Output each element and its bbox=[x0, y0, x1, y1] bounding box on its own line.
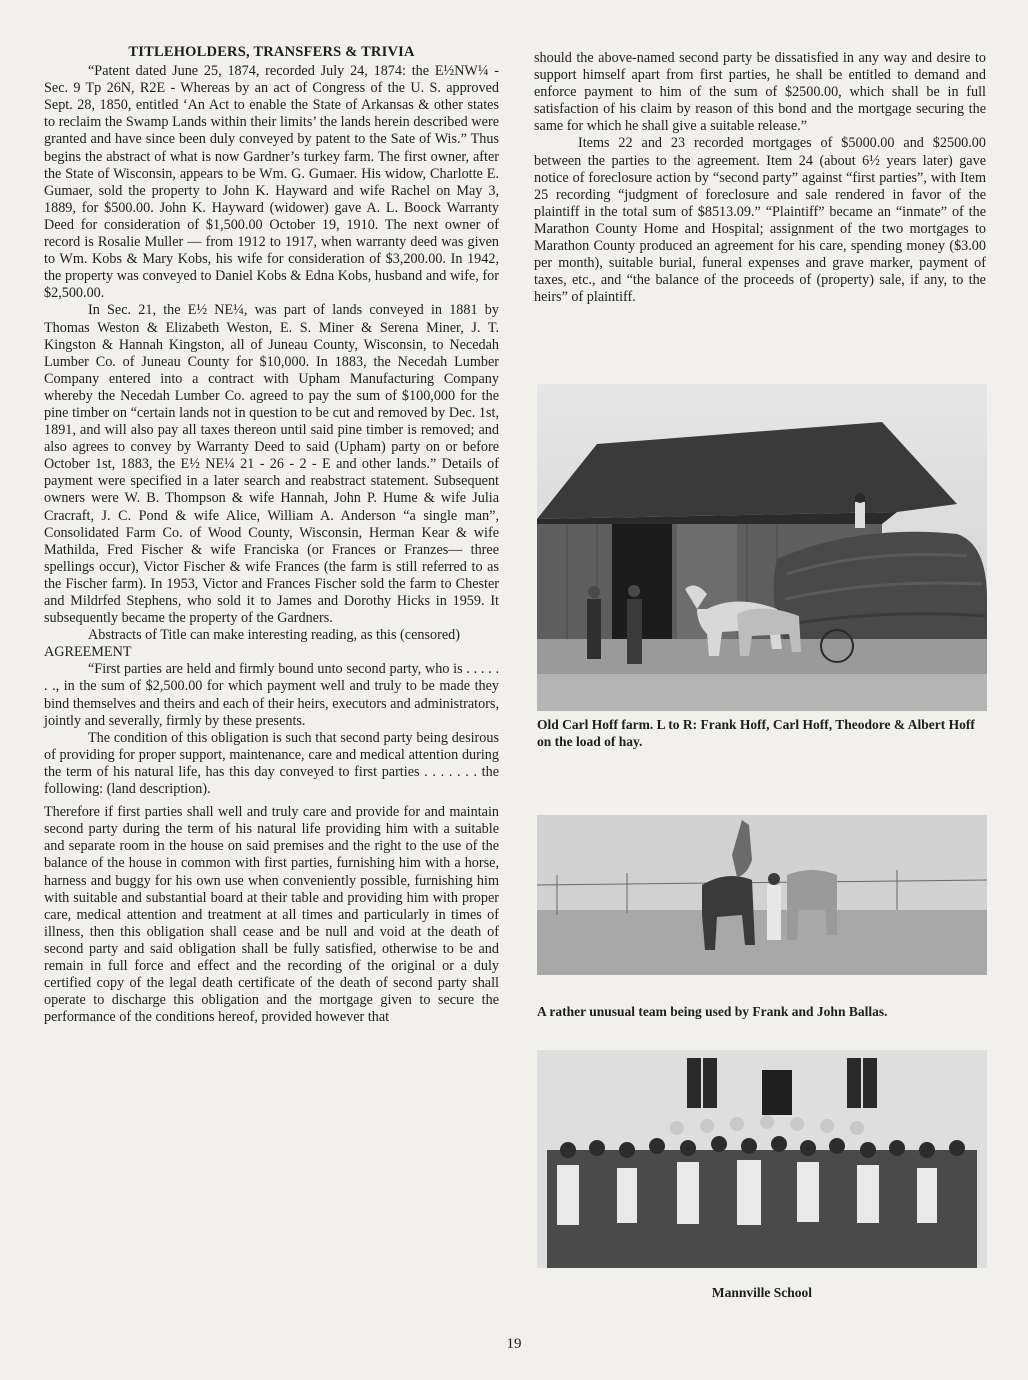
photo-mannville-school bbox=[537, 1050, 987, 1268]
paragraph-dissatisfied: should the above-named second party be dissatisfied in any way and desire to support himself apart from first parties, he shall be entitled to demand and enforce payment to him of the sum of $2500.00, which shall be in full satisfaction of his claim by reason of this bond and the mortgage securing the same for which he shall give a suitable release.” bbox=[534, 50, 986, 135]
agreement-label: AGREEMENT bbox=[44, 644, 132, 661]
left-column bbox=[44, 44, 499, 1026]
article-heading: TITLEHOLDERS, TRANSFERS & TRIVIA bbox=[128, 44, 415, 60]
paragraph-patent: “Patent dated June 25, 1874, recorded July 24, 1874: the E½NW¼ - Sec. 9 Tp 26N, R2E - Whereas by an act of Congress of the U. S. approved Sept. 28, 1850, entitled ‘An Act to enable the State of Arkansas & other states to reclaim the Swamp Lands within their limits’ the lands herein described were granted and have since been duly conveyed by patent to the Sate of Wis.” Thus begins the abstract of what is now Gardner’s turkey farm. The first owner, after the State of Wisconsin, appears to be Wm. G. Gumaer. His widow, Charlotte E. Gumaer, sold the property to John K. Hayward and wife Rachel on May 3, 1889, for $500.00. John K. Hayward (widower) gave A. L. Boock Warranty Deed for consideration of $1,500.00 October 19, 1910. The next owner of record is Rosalie Muller — from 1912 to 1917, when warranty deed was given to Wm. Kobs & Mary Kobs, his wife for consideration of $3,200.00. In 1942, the property was conveyed to Daniel Kobs & Edna Kobs, husband and wife, for $2,500.00. bbox=[44, 63, 499, 302]
caption-mannville-school: Mannville School bbox=[711, 1285, 813, 1300]
photo-ballas-team bbox=[537, 815, 987, 975]
paragraph-condition: The condition of this obligation is such that second party being desirous of providing for proper support, maintenance, care and medical attention during the term of his natural life, has this day conveyed to first parties . . . . . . . the following: (land description). bbox=[44, 729, 499, 798]
caption-ballas-team: A rather unusual team being used by Frank and John Ballas. bbox=[537, 1004, 888, 1019]
paragraph-first-parties: “First parties are held and firmly bound unto second party, who is . . . . . . ., in the sum of $2,500.00 for which payment well and truly to be made they bind themselves and theirs and each of their heirs, executors and administrators, jointly and severally, firmly by these presents. bbox=[44, 661, 499, 729]
photo-hoff-farm bbox=[537, 384, 987, 711]
caption-hoff-farm: Old Carl Hoff farm. L to R: Frank Hoff, Carl Hoff, Theodore & Albert Hoff on the load of hay. bbox=[537, 717, 975, 749]
paragraph-sec21: In Sec. 21, the E½ NE¼, was part of lands conveyed in 1881 by Thomas Weston & Elizabeth Weston, E. S. Miner & Serena Miner, J. T. Kingston & Hannah Kingston, all of Juneau County, Wisconsin, to Necedah Lumber Co. of Juneau County for $10,000. In 1883, the Necedah Lumber Company entered into a contract with Upham Manufacturing Company whereby the Necedah Lumber Co. agreed to pay the sum of $100,000 for the pine timber on “certain lands not in question to be cut and removed by Dec. 1st, 1891, and will also pay all taxes thereon until said pine timber is removed; and also agrees to convey by Warranty Deed to said (Upham) party on or before October 1st, 1883, the E½ NE¼ 21 - 26 - 2 - E and other lands.” Details of payment were specified in a later search and reabstract statement. Subsequent owners were W. B. Thompson & wife Hannah, John P. Hume & wife Julia Cracraft, J. C. Pond & wife Alice, William A. Anderson “a single man”, Consolidated Farm Co. of Wood County, Wisconsin, Herman Kear & wife Mathilda, Fred Fischer & wife Franciska (or Frances or Franzes— three spellings occur), Victor Fischer & wife Frances (the farm is still referred to as the Fischer farm). In 1953, Victor and Frances Fischer sold the farm to Chester and Mildrfed Stephens, who sold it to James and Dorothy Hicks in 1959. It subsequently became the property of the Gardners. bbox=[44, 302, 499, 627]
page-number: 19 bbox=[506, 1336, 522, 1352]
right-column bbox=[534, 50, 986, 306]
paragraph-abstracts: Abstracts of Title can make interesting reading, as this (censored) bbox=[88, 627, 460, 644]
paragraph-items: Items 22 and 23 recorded mortgages of $5000.00 and $2500.00 between the parties to the agreement. Item 24 (about 6½ years later) gave notice of foreclosure action by “second party” against “first parties”, with Item 25 recording “judgment of foreclosure and sale rendered in favor of the plaintiff in the total sum of $8513.09.” “Plaintiff” became an “inmate” of the Marathon County Home and Hospital; assignment of the two mortgages to Marathon County produced an agreement for his care, spending money ($3.00 per month), suitable burial, funeral expenses and grave marker, payment of taxes, etc., and “the balance of the proceeds of (property) sale, if any, to the heirs” of plaintiff. bbox=[534, 135, 986, 306]
paragraph-therefore: Therefore if first parties shall well and truly care and provide for and maintain second party during the term of his natural life providing him with a suitable and separate room in the house on said premises and the right to the use of the balance of the house in common with first parties, furnishing him with a horse, harness and buggy for his own use when conveniently possible, furnishing him with suitable and substantial board at their table and providing him with proper care, medical attention and treatment at all times and particularly in times of illness, then this obligation shall cease and be null and void at the death of second party and said obligation shall be fully satisfied, otherwise to be and remain in full force and effect and the recording of the original or a duly certified copy of the legal death certificate of the death of second party shall operate to discharge this obligation and the mortgage given to secure the performance of the conditions hereof, provided however that bbox=[44, 804, 499, 1026]
